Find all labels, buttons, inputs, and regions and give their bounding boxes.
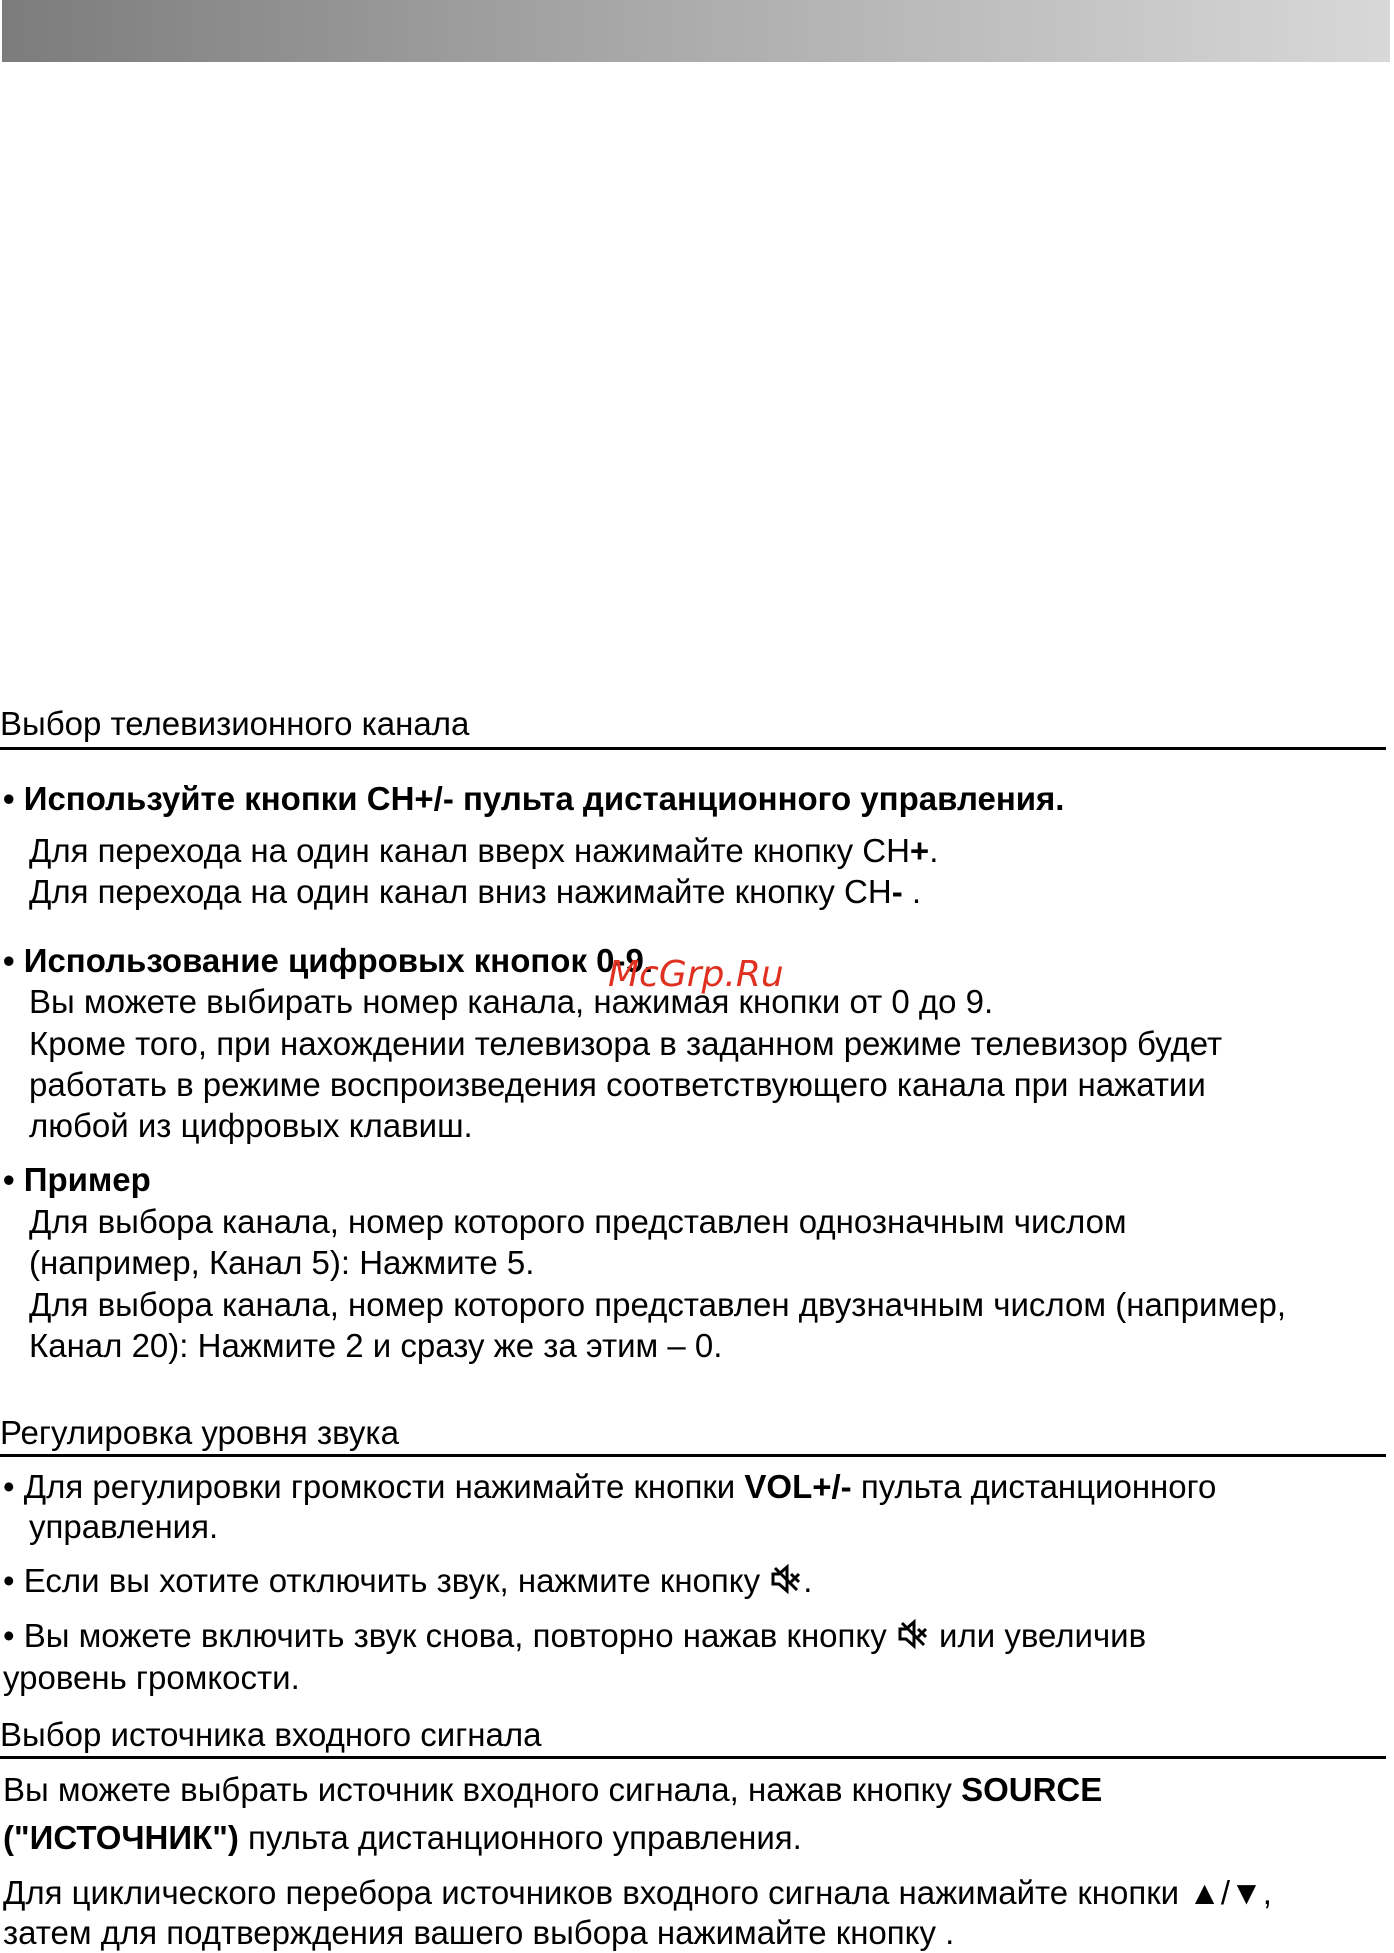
text-span: пульта дистанционного <box>851 1468 1217 1505</box>
text-line <box>3 1561 812 1601</box>
mute-icon <box>769 1562 803 1596</box>
text-line: работать в режиме воспроизведения соответствующего канала при нажатии <box>29 1066 1206 1103</box>
section-divider <box>0 1454 1386 1457</box>
text-span: Вы можете выбрать источник входного сигнала, нажав кнопку <box>3 1771 962 1808</box>
watermark: McGrp.Ru <box>608 954 784 995</box>
section-title-channel: Выбор телевизионного канала <box>0 705 470 742</box>
text-line: Для выбора канала, номер которого представлен однозначным числом <box>29 1203 1127 1240</box>
bullet-title: Используйте кнопки CH+/- пульта дистанционного управления. <box>23 780 1065 817</box>
text-line <box>3 1616 1146 1656</box>
key-label: ("ИСТОЧНИК") <box>3 1819 239 1856</box>
section-title-source: Выбор источника входного сигнала <box>0 1716 542 1753</box>
text-line: Вы можете выбирать номер канала, нажимая кнопки от 0 до 9. <box>29 983 994 1020</box>
text-line <box>3 1818 802 1858</box>
bullet: • <box>3 780 15 817</box>
text-line <box>29 872 921 912</box>
text-line: Кроме того, при нахождении телевизора в заданном режиме телевизор будет <box>29 1025 1223 1062</box>
text-span: • Если вы хотите отключить звук, нажмите кнопку <box>3 1562 770 1599</box>
section-divider <box>0 747 1386 750</box>
text-line: уровень громкости. <box>3 1659 300 1696</box>
text-line <box>3 1467 1216 1507</box>
text-span: . <box>929 832 939 869</box>
bullet: • <box>3 1161 15 1198</box>
text-line: управления. <box>29 1508 219 1545</box>
bullet-heading-digits <box>3 941 653 981</box>
key-label: VOL+/- <box>744 1468 852 1505</box>
bullet-title: Использование цифровых кнопок 0-9. <box>23 942 654 979</box>
text-span: • Для регулировки громкости нажимайте кнопки <box>3 1468 745 1505</box>
key-label: - <box>891 873 903 910</box>
text-line: (например, Канал 5): Нажмите 5. <box>29 1244 535 1281</box>
key-label: + <box>909 832 930 869</box>
mute-icon <box>896 1617 930 1651</box>
text-line: Канал 20): Нажмите 2 и сразу же за этим – 0. <box>29 1327 723 1364</box>
bullet-heading-ch-buttons <box>3 779 1064 819</box>
text-line <box>29 831 938 871</box>
text-line: Для выбора канала, номер которого представлен двузначным числом (например, <box>29 1286 1287 1323</box>
header-gradient-bar <box>2 0 1390 62</box>
text-span: Для перехода на один канал вверх нажимайте кнопку CH <box>29 832 910 869</box>
text-line <box>3 1770 1102 1810</box>
text-line: затем для подтверждения вашего выбора нажимайте кнопку . <box>3 1914 955 1951</box>
text-line: Для циклического перебора источников входного сигнала нажимайте кнопки ▲/▼, <box>3 1874 1272 1911</box>
bullet-heading-example <box>3 1160 151 1200</box>
text-span: . <box>803 1562 813 1599</box>
bullet: • <box>3 942 15 979</box>
text-span: • Вы можете включить звук снова, повторно нажав кнопку <box>3 1617 896 1654</box>
text-line: любой из цифровых клавиш. <box>29 1107 473 1144</box>
bullet-title: Пример <box>23 1161 151 1198</box>
text-span: или увеличив <box>929 1617 1147 1654</box>
key-label: SOURCE <box>961 1771 1103 1808</box>
section-divider <box>0 1756 1386 1759</box>
text-span: . <box>902 873 922 910</box>
text-span: пульта дистанционного управления. <box>238 1819 802 1856</box>
text-span: Для перехода на один канал вниз нажимайте кнопку CH <box>29 873 892 910</box>
section-title-volume: Регулировка уровня звука <box>0 1414 399 1451</box>
